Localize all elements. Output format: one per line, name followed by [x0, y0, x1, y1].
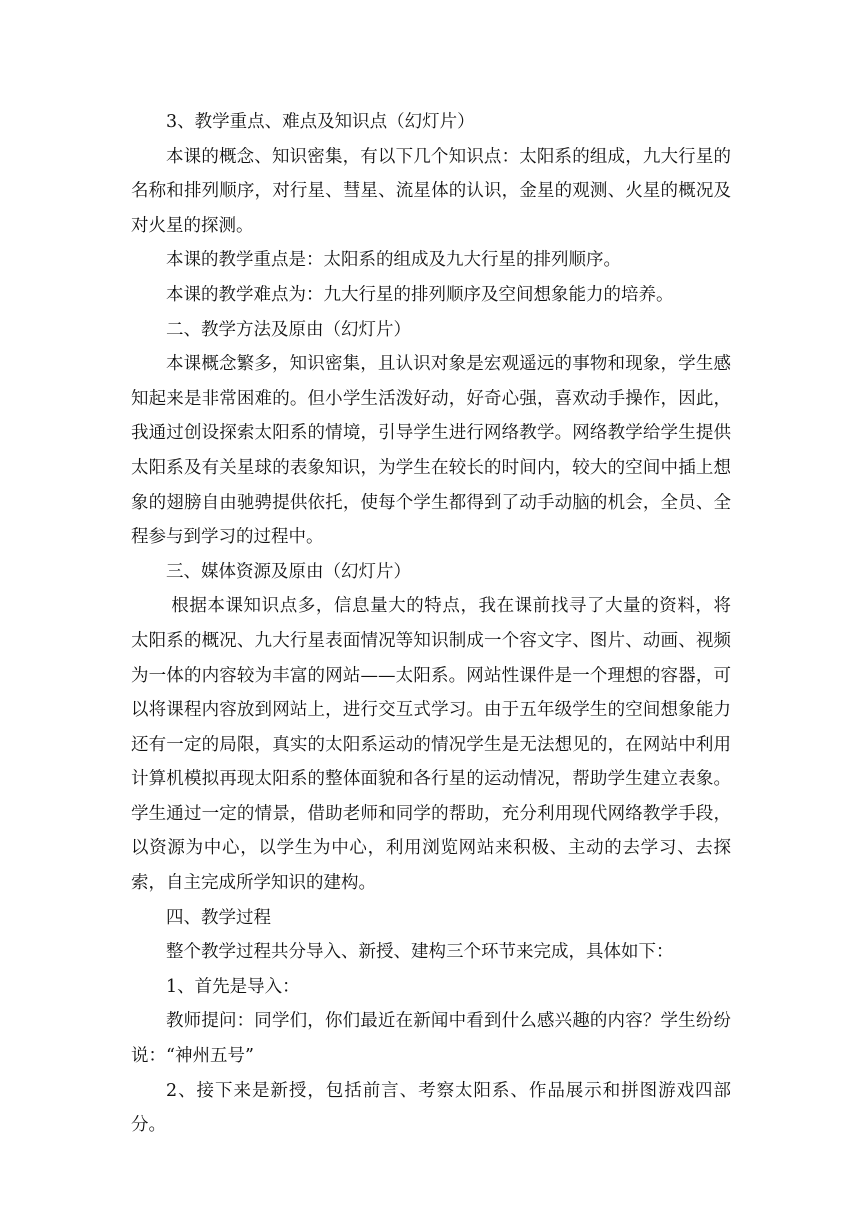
heading-teaching-process: 四、教学过程	[166, 907, 271, 928]
paragraph-media-resources: 根据本课知识点多，信息量大的特点，我在课前找寻了大量的资料，将太阳系的概况、九大行星表面情况等知识制成一个容文字、图片、动画、视频为一体的内容较为丰富的网站——太阳系。网站性课件是一个理想的容器，可以将课程内容放到网站上，进行交互式学习。由于五年级学生的空间想象能力还有一定的局限，真实的太阳系运动的情况学生是无法想见的，在网站中利用计算机模拟再现太阳系的整体面貌和各行星的运动情况，帮助学生建立表象。学生通过一定的情景，借助老师和同学的帮助，充分利用现代网络教学手段，以资源为中心，以学生为中心，利用浏览网站来积极、主动的去学习、去探索，自主完成所学知识的建构。	[131, 596, 731, 894]
paragraph-process-overview: 整个教学过程共分导入、新授、建构三个环节来完成，具体如下：	[166, 942, 674, 963]
paragraph-teaching-method: 本课概念繁多，知识密集，且认识对象是宏观遥远的事物和现象，学生感知起来是非常困难的。但小学生活泼好动，好奇心强，喜欢动手操作，因此，我通过创设探索太阳系的情境，引导学生进行网络教学。网络教学给学生提供太阳系及有关星球的表象知识，为学生在较长的时间内，较大的空间中插上想象的翅膀自由驰骋提供依托，使每个学生都得到了动手动脑的机会，全员、全程参与到学习的过程中。	[131, 354, 731, 548]
paragraph-knowledge-points: 本课的概念、知识密集，有以下几个知识点：太阳系的组成，九大行星的名称和排列顺序，对行星、彗星、流星体的认识，金星的观测、火星的概况及对火星的探测。	[131, 146, 731, 236]
paragraph-new-lesson: 2、接下来是新授，包括前言、考察太阳系、作品展示和拼图游戏四部分。	[131, 1080, 731, 1136]
paragraph-teaching-difficulty: 本课的教学难点为：九大行星的排列顺序及空间想象能力的培养。	[166, 284, 674, 305]
heading-teaching-method: 二、教学方法及原由（幻灯片）	[166, 319, 411, 340]
document-page	[131, 105, 731, 1143]
heading-media-resources: 三、媒体资源及原由（幻灯片）	[166, 561, 411, 582]
heading-introduction: 1、首先是导入：	[166, 976, 300, 997]
heading-key-points: 3、教学重点、难点及知识点（幻灯片）	[166, 112, 475, 132]
paragraph-teacher-question: 教师提问：同学们，你们最近在新闻中看到什么感兴趣的内容？学生纷纷说：“神州五号”	[131, 1011, 731, 1067]
paragraph-teaching-focus: 本课的教学重点是：太阳系的组成及九大行星的排列顺序。	[166, 250, 621, 271]
